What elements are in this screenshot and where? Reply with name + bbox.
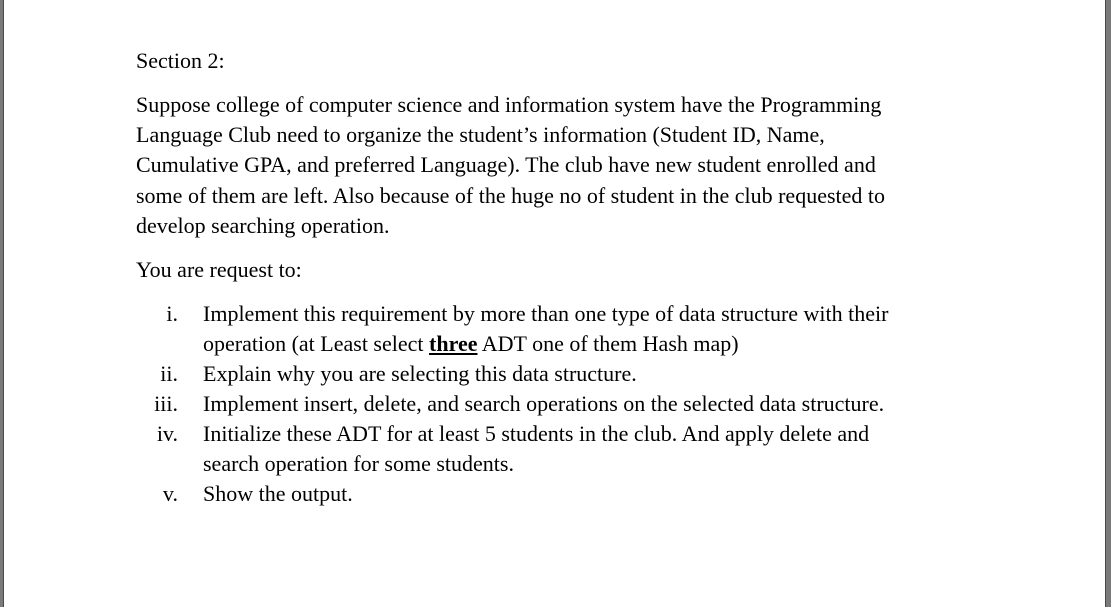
- item-text: [203, 419, 1104, 479]
- paragraph-line: Language Club need to organize the student’s information (Student ID, Name,: [136, 122, 825, 148]
- document-page: [3, 0, 1106, 607]
- item-numeral: iv.: [156, 421, 178, 446]
- item-text: [203, 389, 1104, 419]
- item-text-after: ADT one of them Hash map): [477, 331, 739, 356]
- requirements-list: [4, 299, 1104, 509]
- item-line: [203, 329, 1104, 359]
- item-text: [203, 359, 1104, 389]
- item-numeral: v.: [162, 481, 178, 506]
- list-item: [4, 299, 1104, 359]
- item-line: search operation for some students.: [203, 451, 514, 476]
- paragraph-line: develop searching operation.: [136, 212, 390, 238]
- list-item: [4, 479, 1104, 509]
- item-text-before: operation (at Least select: [203, 331, 430, 356]
- item-line: Implement this requirement by more than one type of data structure with their: [203, 301, 889, 326]
- paragraph-line: some of them are left. Also because of the huge no of student in the club requested to: [136, 182, 886, 208]
- item-numeral: i.: [166, 301, 178, 326]
- emphasis-three: three: [429, 331, 478, 356]
- paragraph-line: Suppose college of computer science and information system have the Programming: [136, 92, 882, 117]
- item-line: Show the output.: [203, 481, 353, 506]
- list-item: [4, 389, 1104, 419]
- item-text: [203, 299, 1104, 359]
- item-numeral: ii.: [160, 361, 178, 386]
- paragraph-line: Cumulative GPA, and preferred Language). The club have new student enrolled and: [136, 152, 876, 178]
- item-text: [203, 479, 1104, 509]
- item-line: Initialize these ADT for at least 5 students in the club. And apply delete and: [203, 421, 870, 446]
- problem-paragraph: [136, 90, 996, 241]
- list-item: [4, 419, 1104, 479]
- list-item: [4, 359, 1104, 389]
- section-heading: Section 2:: [136, 48, 225, 73]
- item-numeral: iii.: [154, 391, 178, 416]
- request-intro: You are request to:: [136, 257, 302, 282]
- item-line: Implement insert, delete, and search operations on the selected data structure.: [203, 391, 885, 416]
- item-line: Explain why you are selecting this data structure.: [203, 361, 637, 386]
